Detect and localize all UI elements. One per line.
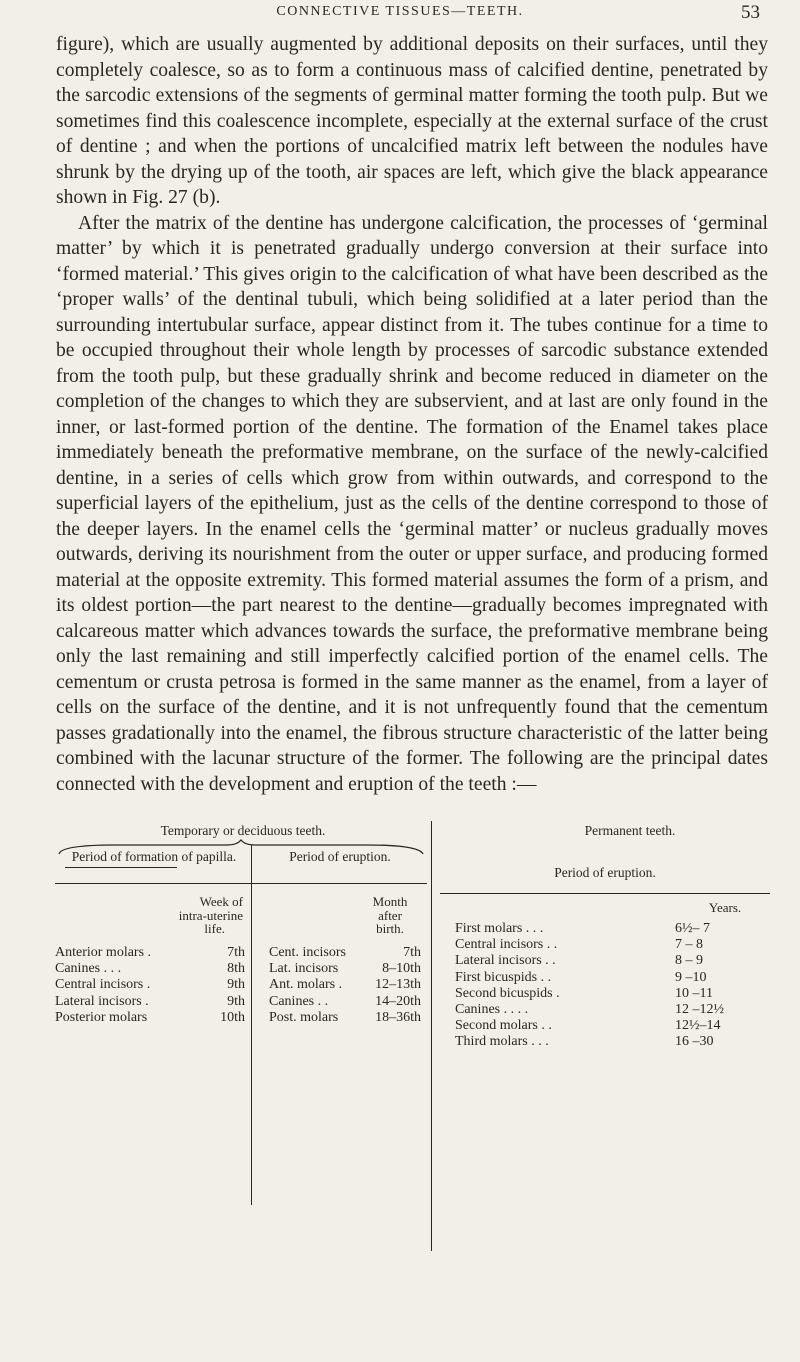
eruption-heading-permanent: Period of eruption.: [554, 865, 656, 880]
papilla-heading: Period of formation of papilla.: [71, 849, 237, 864]
table-row: Second bicuspids . 10 –11: [455, 985, 713, 1001]
eruption-heading-temporary: Period of eruption.: [289, 849, 391, 864]
table-row: Canines . . 14–20th: [269, 993, 421, 1009]
running-head: CONNECTIVE TISSUES—TEETH.: [276, 4, 524, 19]
table-row: Cent. incisors 7th: [269, 945, 421, 960]
temporary-teeth-heading: Temporary or deciduous teeth.: [160, 823, 326, 838]
page-number: 53: [741, 2, 760, 23]
papilla-rule: [65, 867, 177, 868]
table-row: Posterior molars 10th: [55, 1009, 245, 1025]
table-row: Lateral incisors . 9th: [55, 993, 245, 1009]
page-header: [0, 0, 800, 28]
paragraph-1: figure), which are usually augmented by additional deposits on their surfaces, until they completely coalesce, so as to form a continuous mass of calcified dentine, penetrated by the sarcodic extensions of the segments of germinal matter forming the tooth pulp. But we sometimes find this coalescence incomplete, especially at the external surface of the crust of dentine ; and when the portions of uncalcified matrix left between the nodules have shrunk by the drying up of the tooth, air spaces are left, which give the black appearance shown in Fig. 27 (b).: [56, 34, 768, 208]
table-row: Third molars . . . 16 –30: [455, 1034, 714, 1050]
table-row: Canines . . . . 12 –12½: [455, 1002, 724, 1018]
table-row: Anterior molars . 7th: [55, 945, 245, 960]
paragraph-2: After the matrix of the dentine has undergone calcification, the processes of ‘germinal matter’ by which it is penetrated gradually undergo conversion at their surface into ‘formed material.’ This gives origin to the calcification of what have been described as the ‘proper walls’ of the dentinal tubuli, which being solidified at a later period than the surrounding intertubular surface, appear distinct from it. The tubes continue for a time to be occupied throughout their whole length by processes of sarcodic substance extended from the tooth pulp, but these gradually shrink and become reduced in diameter on the completion of the changes to which they are subservient, and at last are only found in the inner, or last-formed portion of the dentine. The formation of the Enamel takes place immediately beneath the preformative membrane, on the surface of the newly-calcified dentine, in a series of cells which grow from within outwards, and correspond to the superficial layers of the epithelium, just as the cells of the dentine correspond to those of the deeper layers. In the enamel cells the ‘germinal matter’ or nucleus gradually moves outwards, deriving its nourishment from the outer or upper surface, and producing formed material at the opposite extremity. This formed material assumes the form of a prism, and its oldest portion—the part nearest to the dentine—gradually becomes impregnated with calcareous matter which advances towards the surface, the preformative membrane being only the last remaining and still imperfectly calcified portion of the enamel cells. The cementum or crusta petrosa is formed in the same manner as the enamel, from a layer of cells on the surface of the dentine, and it is not unfrequently found that the cementum passes gradationally into the enamel, the fibrous structure characteristic of the latter being combined with the lacunar structure of the former. The following are the principal dates connected with the development and eruption of the teeth :—: [56, 212, 768, 795]
permanent-rows: [455, 921, 755, 1051]
permanent-teeth-heading: Permanent teeth.: [584, 823, 676, 838]
dentition-table: [55, 817, 770, 1257]
table-row: Canines . . . 8th: [55, 961, 245, 977]
papilla-rows: [55, 945, 245, 1026]
eruption-unit: Month after birth.: [372, 894, 408, 936]
temporary-column-divider: [251, 845, 252, 1205]
table-row: Ant. molars . 12–13th: [269, 977, 421, 993]
temporary-header-rule: [55, 883, 427, 884]
permanent-header-rule: [440, 893, 770, 894]
table-row: Lat. incisors 8–10th: [269, 961, 421, 977]
table-row: Lateral incisors . . 8 – 9: [455, 953, 703, 969]
table-row: Central incisors . 9th: [55, 977, 245, 993]
body-text: [56, 32, 768, 797]
table-row: Post. molars 18–36th: [269, 1009, 421, 1025]
permanent-unit: Years.: [708, 900, 742, 915]
table-row: Second molars . . 12½–14: [455, 1018, 721, 1034]
table-row: First molars . . . 6½– 7: [455, 921, 710, 936]
table-main-divider: [431, 821, 432, 1251]
eruption-rows-temporary: [269, 945, 421, 1026]
table-row: First bicuspids . . 9 –10: [455, 969, 707, 985]
table-row: Central incisors . . 7 – 8: [455, 937, 703, 953]
papilla-unit: Week of intra-uterine life.: [178, 894, 243, 936]
